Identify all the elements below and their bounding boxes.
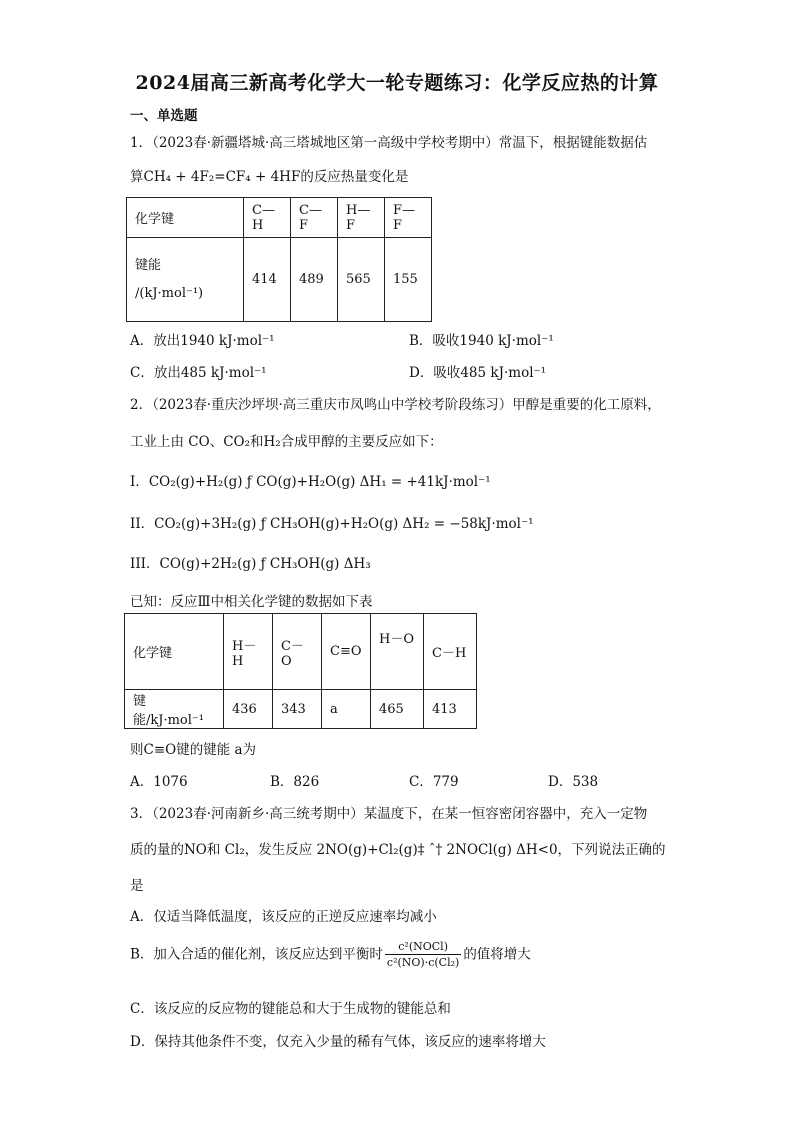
q2-question-text: 则C≡O键的键能 a为 — [130, 742, 257, 758]
fraction-denominator: c²(NO)·c(Cl₂) — [386, 956, 460, 969]
q1-option-d[interactable]: D．吸收485 kJ·mol⁻¹ — [409, 365, 547, 381]
q1-stem-line1: 1．（2023春·新疆塔城·高三塔城地区第一高级中学校考期中）常温下，根据键能数据估 — [130, 135, 648, 151]
q2-option-c[interactable]: C．779 — [409, 774, 459, 790]
q1-option-a[interactable]: A．放出1940 kJ·mol⁻¹ — [130, 333, 275, 349]
table-cell: 413 — [424, 690, 477, 729]
q3-stem-line3: 是 — [130, 878, 144, 894]
q1-option-c[interactable]: C．放出485 kJ·mol⁻¹ — [130, 365, 267, 381]
q3-option-b-post: 的值将增大 — [463, 946, 531, 963]
q2-option-a[interactable]: A．1076 — [130, 774, 188, 790]
q2-bond-energy-table — [124, 613, 477, 729]
table-cell: 414 — [244, 238, 291, 322]
table-cell: a — [322, 690, 371, 729]
equilibrium-ratio-fraction — [385, 940, 461, 970]
table-cell: 343 — [273, 690, 322, 729]
table-cell: C－H — [424, 614, 477, 690]
table-cell: C—H — [244, 198, 291, 238]
q1-stem-pre: 算 — [130, 169, 144, 185]
q2-option-d[interactable]: D．538 — [548, 774, 599, 790]
q2-reaction-2: II．CO₂(g)+3H₂(g) ƒ CH₃OH(g)+H₂O(g) ΔH₂ = −58kJ·mol⁻¹ — [130, 516, 534, 532]
row-label-line1: 键能 — [135, 257, 162, 273]
q1-stem-line2 — [130, 165, 408, 185]
q2-reaction-3: III．CO(g)+2H₂(g) ƒ CH₃OH(g) ΔH₃ — [130, 556, 371, 572]
fraction-numerator: c²(NOCl) — [385, 940, 461, 955]
q3-option-a[interactable]: A．仅适当降低温度，该反应的正逆反应速率均减小 — [130, 909, 437, 925]
table-cell: H—F — [338, 198, 385, 238]
q1-option-b[interactable]: B．吸收1940 kJ·mol⁻¹ — [409, 333, 554, 349]
q1-bond-energy-table — [126, 197, 432, 322]
table-cell: 436 — [224, 690, 273, 729]
row-label-line2: /(kJ·mol⁻¹) — [135, 285, 204, 301]
table-cell: H－H — [224, 614, 273, 690]
q2-reaction-1: I．CO₂(g)+H₂(g) ƒ CO(g)+H₂O(g) ΔH₁ = +41kJ·mol⁻¹ — [130, 474, 491, 490]
table-cell: 565 — [338, 238, 385, 322]
q1-stem-post: 的反应热量变化是 — [300, 169, 409, 185]
table-row — [127, 238, 432, 322]
table-cell: 465 — [371, 690, 424, 729]
table-cell: 489 — [291, 238, 338, 322]
table-cell: 化学键 — [127, 198, 244, 238]
table-cell: C—F — [291, 198, 338, 238]
table-cell: F—F — [385, 198, 432, 238]
section-heading: 一、单选题 — [130, 108, 198, 124]
table-cell: 键能/kJ·mol⁻¹ — [125, 690, 224, 729]
q3-stem-line2: 质的量的NO和 Cl₂，发生反应 2NO(g)+Cl₂(g)‡ ˆ† 2NOCl(g) ΔH<0，下列说法正确的 — [130, 842, 666, 858]
q2-stem-line1: 2．（2023春·重庆沙坪坝·高三重庆市凤鸣山中学校考阶段练习）甲醇是重要的化工原料， — [130, 397, 661, 413]
q3-option-b[interactable] — [130, 940, 531, 970]
q3-option-d[interactable]: D．保持其他条件不变，仅充入少量的稀有气体，该反应的速率将增大 — [130, 1034, 546, 1050]
table-cell: 化学键 — [125, 614, 224, 690]
q1-equation: CH₄ + 4F₂=CF₄ + 4HF — [143, 169, 301, 185]
q2-known-text: 已知：反应Ⅲ中相关化学键的数据如下表 — [130, 594, 373, 610]
q3-option-b-pre: B．加入合适的催化剂，该反应达到平衡时 — [130, 946, 383, 963]
table-row — [125, 614, 477, 690]
table-cell — [127, 238, 244, 322]
table-cell: C－O — [273, 614, 322, 690]
table-row — [127, 198, 432, 238]
page-title: 2024届高三新高考化学大一轮专题练习：化学反应热的计算 — [135, 72, 659, 94]
table-row — [125, 690, 477, 729]
table-cell: H－O — [371, 614, 424, 690]
table-cell: C≡O — [322, 614, 371, 690]
table-cell: 155 — [385, 238, 432, 322]
q2-stem-line2: 工业上由 CO、CO₂和H₂合成甲醇的主要反应如下： — [130, 434, 443, 450]
q2-option-b[interactable]: B．826 — [270, 774, 320, 790]
q3-option-c[interactable]: C．该反应的反应物的键能总和大于生成物的键能总和 — [130, 1001, 451, 1017]
q3-stem-line1: 3．（2023春·河南新乡·高三统考期中）某温度下，在某一恒容密闭容器中，充入一定物 — [130, 806, 648, 822]
